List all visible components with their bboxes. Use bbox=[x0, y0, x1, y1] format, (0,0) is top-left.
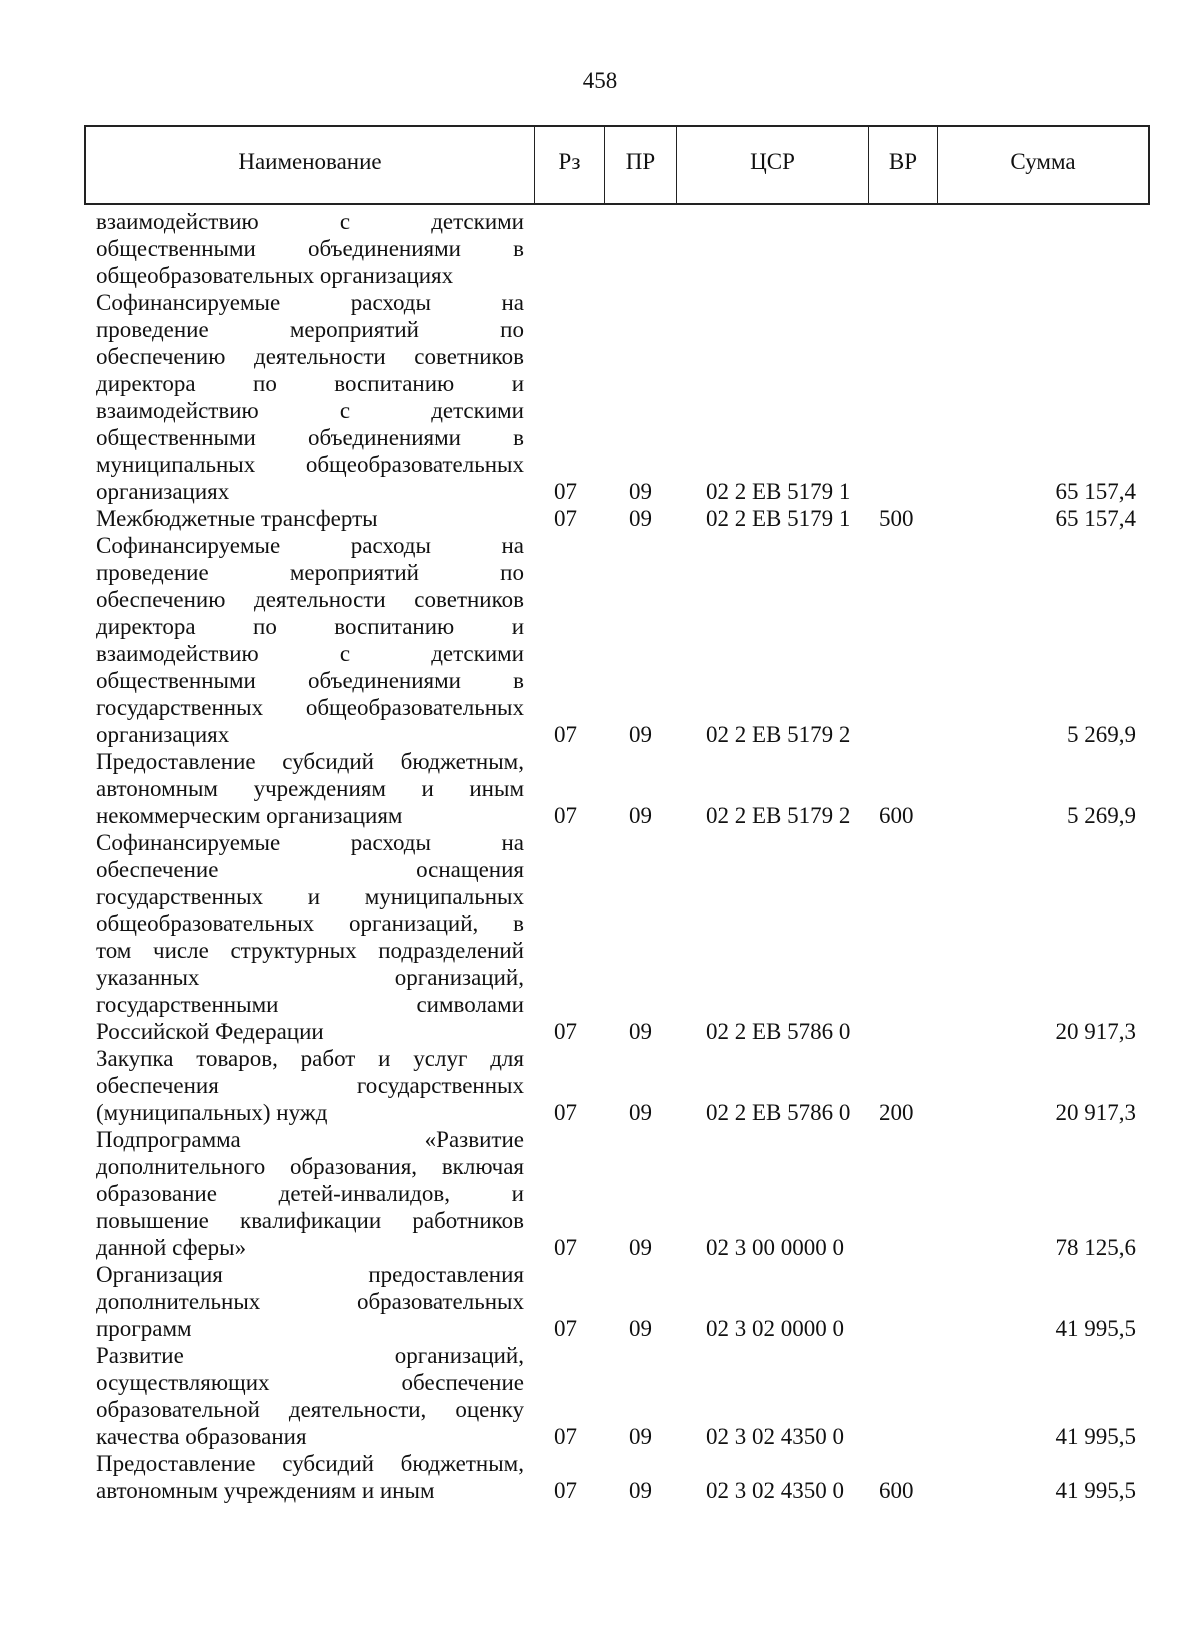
table-body bbox=[84, 208, 1150, 1504]
row-name-line: Межбюджетные трансферты bbox=[96, 506, 378, 531]
row-name bbox=[84, 829, 524, 1045]
row-vr: 600 bbox=[879, 1478, 914, 1503]
row-name-line: общеобразовательных организациях bbox=[96, 263, 454, 288]
row-pr: 09 bbox=[629, 1478, 652, 1503]
row-name-line: некоммерческим организациям bbox=[96, 803, 403, 828]
table-row bbox=[84, 1126, 1150, 1261]
row-csr: 02 2 ЕВ 5179 1 bbox=[706, 479, 851, 504]
row-pr: 09 bbox=[629, 1100, 652, 1125]
row-sum: 5 269,9 bbox=[1067, 803, 1136, 828]
table-row bbox=[84, 208, 1150, 289]
row-pr: 09 bbox=[629, 722, 652, 747]
row-pr: 09 bbox=[629, 1235, 652, 1260]
row-vr: 500 bbox=[879, 506, 914, 531]
row-rz: 07 bbox=[554, 1316, 577, 1341]
row-name-line: общеобразовательных организаций, в bbox=[96, 911, 524, 936]
header-rz: Рз bbox=[535, 127, 605, 203]
row-name bbox=[84, 289, 524, 505]
row-name-line: Российской Федерации bbox=[96, 1019, 324, 1044]
row-name-line: государственных и муниципальных bbox=[96, 884, 524, 909]
header-pr: ПР bbox=[605, 127, 677, 203]
row-csr: 02 2 ЕВ 5786 0 bbox=[706, 1100, 851, 1125]
row-name-line: образование детей-инвалидов, и bbox=[96, 1181, 524, 1206]
row-name-line: Софинансируемые расходы на bbox=[96, 830, 524, 855]
row-pr: 09 bbox=[629, 1424, 652, 1449]
row-name-line: муниципальных общеобразовательных bbox=[96, 452, 524, 477]
row-pr: 09 bbox=[629, 479, 652, 504]
row-rz: 07 bbox=[554, 506, 577, 531]
row-csr: 02 3 02 0000 0 bbox=[706, 1316, 844, 1341]
row-name-line: Софинансируемые расходы на bbox=[96, 533, 524, 558]
row-name bbox=[84, 532, 524, 748]
header-vr: ВР bbox=[869, 127, 938, 203]
row-name-line: дополнительных образовательных bbox=[96, 1289, 524, 1314]
table-row bbox=[84, 1261, 1150, 1342]
table-row bbox=[84, 505, 1150, 532]
header-sum: Сумма bbox=[1010, 149, 1076, 174]
row-name-line: программ bbox=[96, 1316, 192, 1341]
header-csr: ЦСР bbox=[677, 127, 869, 203]
row-name-line: осуществляющих обеспечение bbox=[96, 1370, 524, 1395]
row-name-line: автономным учреждениям и иным bbox=[96, 1478, 435, 1503]
row-name bbox=[84, 1126, 524, 1261]
table-row bbox=[84, 1450, 1150, 1504]
row-name-line: обеспечению деятельности советников bbox=[96, 344, 524, 369]
row-sum: 65 157,4 bbox=[1055, 506, 1136, 531]
row-name-line: директора по воспитанию и bbox=[96, 614, 524, 639]
row-csr: 02 3 00 0000 0 bbox=[706, 1235, 844, 1260]
row-name bbox=[84, 1045, 524, 1126]
row-rz: 07 bbox=[554, 1424, 577, 1449]
row-name-line: том числе структурных подразделений bbox=[96, 938, 524, 963]
row-sum: 20 917,3 bbox=[1055, 1100, 1136, 1125]
row-rz: 07 bbox=[554, 1478, 577, 1503]
row-name-line: образовательной деятельности, оценку bbox=[96, 1397, 524, 1422]
table-row bbox=[84, 748, 1150, 829]
row-csr: 02 3 02 4350 0 bbox=[706, 1478, 844, 1503]
table-row bbox=[84, 532, 1150, 748]
row-name-line: общественными объединениями в bbox=[96, 668, 524, 693]
row-name-line: указанных организаций, bbox=[96, 965, 524, 990]
row-name-line: взаимодействию с детскими bbox=[96, 398, 524, 423]
row-sum: 20 917,3 bbox=[1055, 1019, 1136, 1044]
row-name-line: дополнительного образования, включая bbox=[96, 1154, 524, 1179]
row-rz: 07 bbox=[554, 479, 577, 504]
row-name-line: директора по воспитанию и bbox=[96, 371, 524, 396]
row-name-line: Организация предоставления bbox=[96, 1262, 524, 1287]
table-row bbox=[84, 1342, 1150, 1450]
row-name-line: общественными объединениями в bbox=[96, 236, 524, 261]
table-row bbox=[84, 289, 1150, 505]
row-name-line: Софинансируемые расходы на bbox=[96, 290, 524, 315]
row-rz: 07 bbox=[554, 1100, 577, 1125]
row-pr: 09 bbox=[629, 1316, 652, 1341]
table-row bbox=[84, 1045, 1150, 1126]
row-rz: 07 bbox=[554, 1235, 577, 1260]
row-name-line: взаимодействию с детскими bbox=[96, 641, 524, 666]
row-pr: 09 bbox=[629, 1019, 652, 1044]
row-name bbox=[84, 208, 524, 289]
row-pr: 09 bbox=[629, 803, 652, 828]
row-name-line: автономным учреждениям и иным bbox=[96, 776, 524, 801]
row-name-line: взаимодействию с детскими bbox=[96, 209, 524, 234]
row-name-line: Развитие организаций, bbox=[96, 1343, 524, 1368]
row-sum: 41 995,5 bbox=[1055, 1316, 1136, 1341]
row-rz: 07 bbox=[554, 803, 577, 828]
row-name-line: обеспечение оснащения bbox=[96, 857, 524, 882]
row-name bbox=[84, 1261, 524, 1342]
row-name-line: государственных общеобразовательных bbox=[96, 695, 524, 720]
row-name-line: государственными символами bbox=[96, 992, 524, 1017]
row-name bbox=[84, 1450, 524, 1504]
row-name-line: проведение мероприятий по bbox=[96, 560, 524, 585]
row-name bbox=[84, 748, 524, 829]
row-name-line: Закупка товаров, работ и услуг для bbox=[96, 1046, 524, 1071]
row-pr: 09 bbox=[629, 506, 652, 531]
row-csr: 02 2 ЕВ 5786 0 bbox=[706, 1019, 851, 1044]
row-vr: 600 bbox=[879, 803, 914, 828]
row-name-line: обеспечению деятельности советников bbox=[96, 587, 524, 612]
row-name-line: данной сферы» bbox=[96, 1235, 247, 1260]
row-name-line: качества образования bbox=[96, 1424, 307, 1449]
table-header bbox=[84, 125, 1150, 205]
row-name-line: повышение квалификации работников bbox=[96, 1208, 524, 1233]
row-name-line: обеспечения государственных bbox=[96, 1073, 524, 1098]
row-csr: 02 2 ЕВ 5179 1 bbox=[706, 506, 851, 531]
row-name-line: (муниципальных) нужд bbox=[96, 1100, 328, 1125]
row-name-line: общественными объединениями в bbox=[96, 425, 524, 450]
row-name-line: организациях bbox=[96, 479, 230, 504]
row-rz: 07 bbox=[554, 1019, 577, 1044]
row-csr: 02 2 ЕВ 5179 2 bbox=[706, 722, 851, 747]
row-rz: 07 bbox=[554, 722, 577, 747]
row-vr: 200 bbox=[879, 1100, 914, 1125]
row-csr: 02 3 02 4350 0 bbox=[706, 1424, 844, 1449]
row-sum: 5 269,9 bbox=[1067, 722, 1136, 747]
row-name-line: организациях bbox=[96, 722, 230, 747]
page-number: 458 bbox=[582, 68, 618, 93]
row-name-line: Подпрограмма «Развитие bbox=[96, 1127, 524, 1152]
table-row bbox=[84, 829, 1150, 1045]
row-sum: 78 125,6 bbox=[1055, 1235, 1136, 1260]
row-name-line: проведение мероприятий по bbox=[96, 317, 524, 342]
row-sum: 41 995,5 bbox=[1055, 1424, 1136, 1449]
row-name bbox=[84, 1342, 524, 1450]
row-sum: 65 157,4 bbox=[1055, 479, 1136, 504]
row-name bbox=[84, 505, 524, 532]
row-name-line: Предоставление субсидий бюджетным, bbox=[96, 1451, 524, 1476]
row-csr: 02 2 ЕВ 5179 2 bbox=[706, 803, 851, 828]
row-name-line: Предоставление субсидий бюджетным, bbox=[96, 749, 524, 774]
row-sum: 41 995,5 bbox=[1055, 1478, 1136, 1503]
header-name: Наименование bbox=[86, 127, 535, 203]
